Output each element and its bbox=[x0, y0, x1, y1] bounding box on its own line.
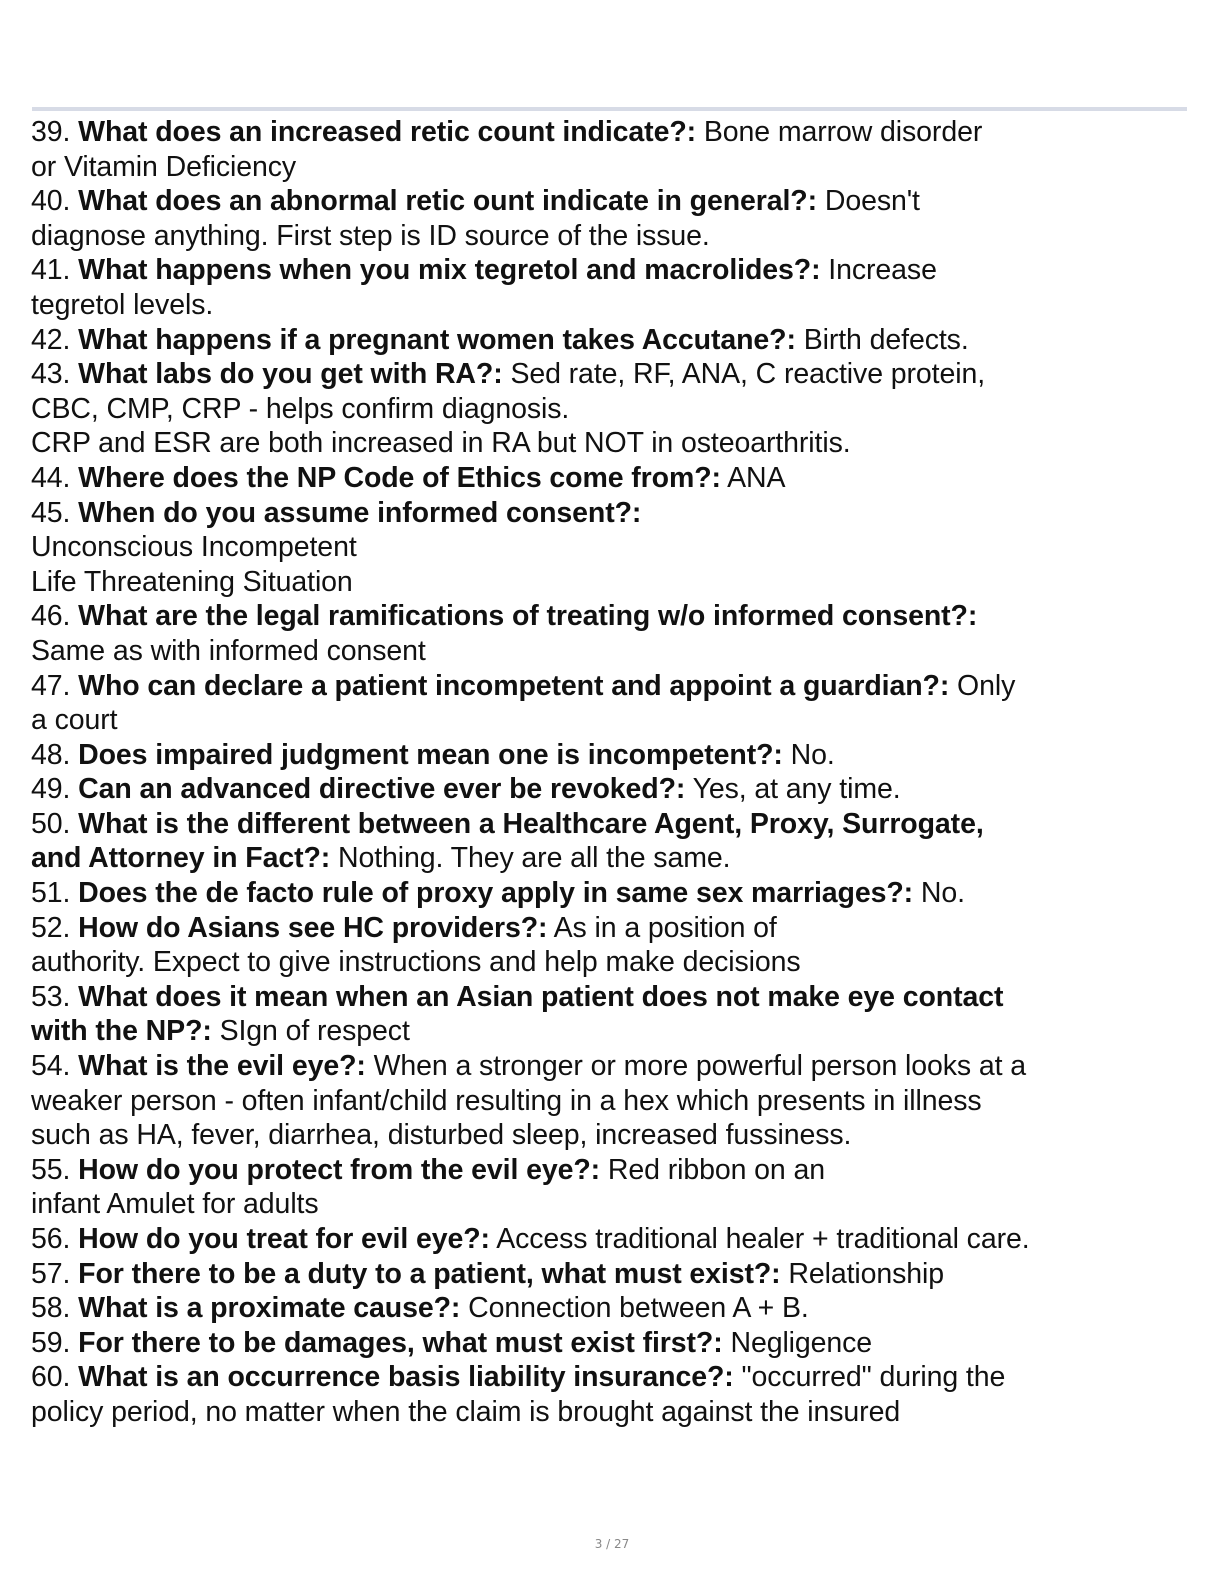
text-line bbox=[31, 150, 1191, 185]
answer-text: Relationship bbox=[780, 1257, 945, 1290]
question-text: What is a proximate cause?: bbox=[78, 1292, 461, 1325]
text-line bbox=[31, 876, 1191, 911]
answer-text: Only bbox=[949, 669, 1016, 702]
answer-text: Same as with informed consent bbox=[31, 634, 426, 667]
text-line bbox=[31, 565, 1191, 600]
question-text: What is the different between a Healthcare Agent, Proxy, Surrogate, bbox=[78, 807, 984, 840]
item-number: 58. bbox=[31, 1292, 79, 1325]
text-line bbox=[31, 253, 1191, 288]
question-text: How do Asians see HC providers?: bbox=[78, 911, 548, 944]
text-line bbox=[31, 184, 1191, 219]
question-text: For there to be a duty to a patient, what must exist?: bbox=[78, 1257, 781, 1290]
item-number: 50. bbox=[31, 807, 79, 840]
question-text: What labs do you get with RA?: bbox=[78, 358, 503, 391]
answer-text: diagnose anything. First step is ID source of the issue. bbox=[31, 219, 710, 252]
answer-text: SIgn of respect bbox=[211, 1015, 410, 1048]
item-number: 54. bbox=[31, 1050, 79, 1083]
text-line bbox=[31, 1360, 1191, 1395]
text-line bbox=[31, 219, 1191, 254]
question-text: What is an occurrence basis liability insurance?: bbox=[78, 1361, 734, 1394]
item-number: 45. bbox=[31, 496, 79, 529]
question-text: What are the legal ramifications of treating w/o informed consent?: bbox=[78, 600, 978, 633]
text-line bbox=[31, 1187, 1191, 1222]
answer-text: policy period, no matter when the claim is brought against the insured bbox=[31, 1395, 901, 1428]
answer-text: tegretol levels. bbox=[31, 288, 214, 321]
item-number: 43. bbox=[31, 358, 79, 391]
answer-text: weaker person - often infant/child resulting in a hex which presents in illness bbox=[31, 1084, 982, 1117]
text-line bbox=[31, 807, 1191, 842]
text-line bbox=[31, 738, 1191, 773]
answer-text: Life Threatening Situation bbox=[31, 565, 353, 598]
text-line bbox=[31, 945, 1191, 980]
item-number: 44. bbox=[31, 461, 79, 494]
answer-text: CRP and ESR are both increased in RA but NOT in osteoarthritis. bbox=[31, 427, 851, 460]
page-number: 3 / 27 bbox=[594, 1537, 630, 1551]
text-line bbox=[31, 980, 1191, 1015]
question-text: What happens when you mix tegretol and macrolides?: bbox=[78, 254, 821, 287]
item-number: 40. bbox=[31, 185, 79, 218]
question-text: Can an advanced directive ever be revoked?: bbox=[78, 773, 686, 806]
question-text: What does an abnormal retic ount indicate in general?: bbox=[78, 185, 818, 218]
question-text: For there to be damages, what must exist first?: bbox=[78, 1326, 723, 1359]
item-number: 57. bbox=[31, 1257, 79, 1290]
text-line bbox=[31, 1014, 1191, 1049]
answer-text: Yes, at any time. bbox=[685, 773, 901, 806]
answer-text: No. bbox=[782, 738, 835, 771]
item-number: 56. bbox=[31, 1223, 79, 1255]
answer-text: Access traditional healer + traditional care. bbox=[489, 1223, 1030, 1255]
answer-text: Red ribbon on an bbox=[600, 1153, 825, 1186]
item-number: 42. bbox=[31, 323, 79, 356]
text-line bbox=[31, 1326, 1191, 1361]
text-line bbox=[31, 323, 1191, 358]
item-number: 51. bbox=[31, 877, 79, 910]
question-text: When do you assume informed consent?: bbox=[78, 496, 642, 529]
answer-text: Unconscious Incompetent bbox=[31, 531, 357, 564]
item-number: 41. bbox=[31, 254, 79, 287]
item-number: 49. bbox=[31, 773, 79, 806]
answer-text: Connection between A + B. bbox=[460, 1292, 809, 1325]
item-number: 60. bbox=[31, 1361, 79, 1394]
item-number: 47. bbox=[31, 669, 79, 702]
answer-text: When a stronger or more powerful person looks at a bbox=[365, 1050, 1027, 1083]
text-line bbox=[31, 288, 1191, 323]
text-line bbox=[31, 1084, 1191, 1119]
answer-text: No. bbox=[913, 877, 965, 910]
text-line bbox=[31, 703, 1191, 738]
question-text: Does the de facto rule of proxy apply in same sex marriages?: bbox=[78, 877, 914, 910]
text-line bbox=[31, 669, 1191, 704]
question-text: What does it mean when an Asian patient does not make eye contact bbox=[78, 980, 1004, 1013]
answer-text: infant Amulet for adults bbox=[31, 1188, 319, 1221]
text-line bbox=[31, 911, 1191, 946]
answer-text: ANA bbox=[720, 461, 786, 494]
text-line bbox=[31, 1257, 1191, 1292]
answer-text: CBC, CMP, CRP - helps confirm diagnosis. bbox=[31, 392, 570, 425]
text-line bbox=[31, 772, 1191, 807]
answer-text: Birth defects. bbox=[795, 323, 969, 356]
question-text: How do you protect from the evil eye?: bbox=[78, 1153, 601, 1186]
answer-text: a court bbox=[31, 704, 118, 737]
text-line bbox=[31, 461, 1191, 496]
text-line bbox=[31, 496, 1191, 531]
item-number: 52. bbox=[31, 911, 79, 944]
question-text: How do you treat for evil eye?: bbox=[78, 1223, 490, 1255]
question-text: Does impaired judgment mean one is incompetent?: bbox=[78, 738, 783, 771]
answer-text: authority. Expect to give instructions and help make decisions bbox=[31, 946, 801, 979]
text-line bbox=[31, 1222, 1191, 1257]
text-line bbox=[31, 392, 1191, 427]
question-text: Who can declare a patient incompetent and appoint a guardian?: bbox=[78, 669, 950, 702]
question-text: What is the evil eye?: bbox=[78, 1050, 366, 1083]
question-text: and Attorney in Fact?: bbox=[31, 842, 331, 875]
text-line bbox=[31, 1395, 1191, 1430]
answer-text: or Vitamin Deficiency bbox=[31, 150, 297, 183]
item-number: 46. bbox=[31, 600, 79, 633]
question-text: Where does the NP Code of Ethics come from?: bbox=[78, 461, 721, 494]
answer-text: Doesn't bbox=[817, 185, 920, 218]
item-number: 48. bbox=[31, 738, 79, 771]
question-text: What does an increased retic count indicate?: bbox=[78, 116, 697, 148]
answer-text: Nothing. They are all the same. bbox=[330, 842, 731, 875]
item-number: 53. bbox=[31, 980, 79, 1013]
answer-text: As in a position of bbox=[547, 911, 777, 944]
answer-text: Sed rate, RF, ANA, C reactive protein, bbox=[502, 358, 986, 391]
text-line bbox=[31, 634, 1191, 669]
item-number: 39. bbox=[31, 116, 79, 148]
answer-text: Negligence bbox=[722, 1326, 873, 1359]
top-divider bbox=[32, 107, 1187, 111]
text-line bbox=[31, 530, 1191, 565]
answer-text: "occurred" during the bbox=[733, 1361, 1006, 1394]
item-number: 59. bbox=[31, 1326, 79, 1359]
answer-text: Increase bbox=[820, 254, 937, 287]
question-text: with the NP?: bbox=[31, 1015, 212, 1048]
item-number: 55. bbox=[31, 1153, 79, 1186]
question-text: What happens if a pregnant women takes Accutane?: bbox=[78, 323, 796, 356]
text-line bbox=[31, 1118, 1191, 1153]
answer-text: Bone marrow disorder bbox=[696, 116, 983, 148]
answer-text: such as HA, fever, diarrhea, disturbed sleep, increased fussiness. bbox=[31, 1119, 852, 1152]
text-line bbox=[31, 357, 1191, 392]
text-line bbox=[31, 841, 1191, 876]
text-line bbox=[31, 115, 1191, 150]
text-line bbox=[31, 599, 1191, 634]
text-line bbox=[31, 1153, 1191, 1188]
text-line bbox=[31, 1291, 1191, 1326]
document-body bbox=[31, 115, 1191, 1430]
text-line bbox=[31, 426, 1191, 461]
text-line bbox=[31, 1049, 1191, 1084]
